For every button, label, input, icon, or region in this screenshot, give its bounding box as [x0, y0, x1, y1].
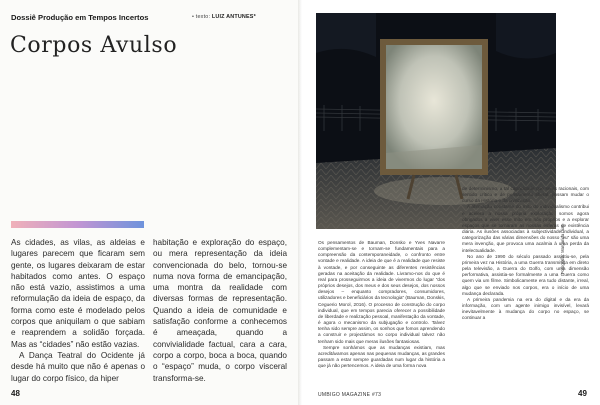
lead-paragraph-3: habitação e exploração do espaço, ou mera representação da ideia convencionada do belo, tornou-se numa nova forma de emancipação, uma montra da realidade com diversas formas de representação. Quando a ideia de comunidade e satisfação conforme a conhecemos é ameaçada, quando a convivialidade factual, cara a cara, corpo a corpo, boca a boca, quando o “espaço” muda, o corpo visceral transforma-se. — [153, 238, 287, 383]
page-number-left: 48 — [11, 389, 20, 398]
byline — [192, 14, 256, 20]
lead-column-1 — [11, 237, 145, 383]
spine-gutter — [298, 0, 302, 405]
byline-prefix: • texto: — [192, 14, 211, 20]
body-paragraph-3: de determinismo, a tal capacidade que seres racionais, com sentido crítico e de pensamento liberal, possam mudar o curso da História e da civilização. — [462, 186, 589, 204]
author-name: LUIZ ANTUNES* — [211, 14, 256, 20]
page-number-right: 49 — [578, 389, 587, 398]
photo-credit-text: Fotografia: Margarida Dias — [560, 224, 565, 274]
body-paragraph-5: No ano de 1990 do século passado assistiu-se, pela primeira vez na História, a uma Guerra transmitida em direto pela televisão, a Guerra do Golfo, com uma dimensão performativa, assistia-se formalmente a uma Guerra como quem via um filme. Simbolicamente era tudo distante, irreal, algo que se enviado nos corpos, era o início de uma mudança declarada. — [462, 253, 589, 296]
section-title: Dossiê Produção em Tempos Incertos — [11, 13, 149, 22]
gradient-accent-bar — [11, 221, 144, 228]
lead-paragraph-2: A Dança Teatral do Ocidente já desde há muito que não é apenas o lugar do corpo físico, da hiper — [11, 350, 145, 383]
body-paragraph-4: A afirmação constante do mito do individualismo contribui e acelera a nossa própria exploração, somos agora obrigados a viver esse mito em nós próprios e a explorar espaços que se tornaram as nossas esferas de existência diária. As ilusões associadas à subjectividade individual, a categorização das várias dimensões do nosso “eu” são uma mera invenção, que provoca uma acalmia à uma perda da intelectualidade. — [462, 204, 589, 253]
body-column-1 — [318, 240, 445, 388]
body-column-2 — [462, 186, 589, 388]
body-paragraph-6: A primeira pandemia na era do digital e da era da informação, com um agente inimigo invisível, levará inevitavelmente à mudança do corpo no espaço, se continuar a — [462, 296, 589, 321]
lead-paragraph-1: As cidades, as vilas, as aldeias e lugares parecem que ficaram sem gente, os lugares deixaram de estar habitados como antes. O espaço não está vazio, assistimos a uma reformulação da ideia de espaço, da forma como este é modelado pelos corpos que aniquilam o que sabiam e reaprendem a solidão forçada. Mas as “cidades” não estão vazias. — [11, 238, 145, 349]
magazine-footer: UMBIGO MAGAZINE #73 — [318, 392, 382, 398]
body-paragraph-1: Os pensamentos de Bauman, Donsko e Yves Navarre complementam-se e tornam-se fundamentais para a compreensão da contemporaneidade, o confronto entre vontade e realidade. A ideia de que é a realidade que resiste à vontade, e por conseguinte as diferentes resistências geradas na aceitação da realidade. Livramo-nos do que é real para prosseguirmos a ideia de vivermos do lugar “dos próprios desejos, dos meus e dos seus desejos, dos nossos desejos – enquanto compradores, consumidores, utilizadores e beneficiários da tecnologia” (Bauman, Donskis, Ceguerio Morol, 2016). O processo de construção do corpo individual, que em tempos parecia oferecer a possibilidade de liberdade e realização pessoal, manifestação da vontade, é agora o mecanismo da subjugação e controlo. Talvez tenha sido sempre assim, os sonhos que fomos aprendendo a construir e projectámos no corpo individual talvez não tenham sido mais que meras ilusões fantasiosas. — [318, 240, 445, 344]
article-headline: Corpos Avulso — [10, 33, 178, 58]
body-paragraph-2: Sempre sonhámos que as mudanças existiam, mas acreditávamos apenas nas pequenas mudanças, as grandes passam a estar sempre guardadas num lugar da história a que já não pertencemos. A ideia de uma forma nova — [318, 344, 445, 369]
lead-column-2 — [153, 237, 287, 383]
